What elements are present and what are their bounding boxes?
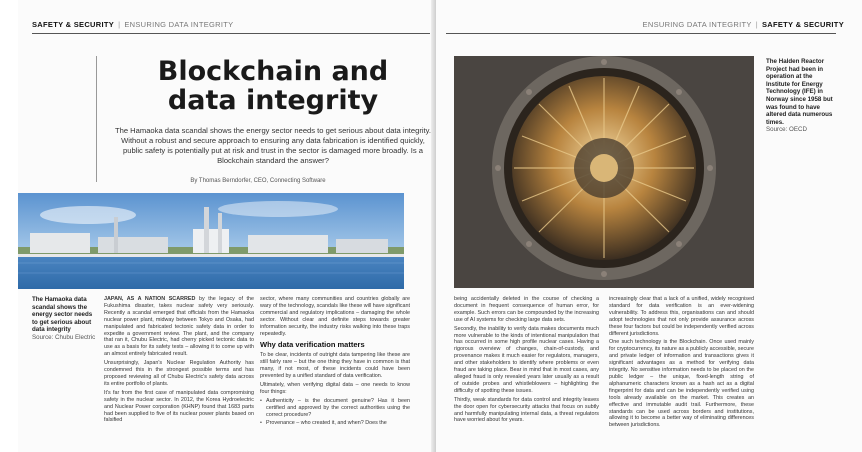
running-header-right: ENSURING DATA INTEGRITY | SAFETY & SECURITY <box>642 20 844 29</box>
reactor-illustration <box>454 56 754 288</box>
paragraph: It's far from the first case of manipulated data compromising safety in the nuclear sector. In 2012, the Korea Hydroelectric and Nuclear Power corporation (KHNP) found that 1683 parts had been supplied to five of its nuclear power plants based on falsified <box>104 389 254 424</box>
title-line-1: Blockchain and <box>157 56 389 87</box>
list-item: • Provenance – who created it, and when? Does the <box>260 420 410 427</box>
left-page <box>18 0 436 452</box>
photo-caption-left <box>32 296 98 342</box>
reactor-photo <box>454 56 754 288</box>
vertical-rule <box>96 56 97 182</box>
paragraph: One such technology is the Blockchain. Once used mainly for cryptocurrency, its nature as a publicly accessible, secure and private ledger of information and transactions gives it significant advantages as a method for verifying data integrity. No sensitive information needs to be placed on the public ledger – the unique, fixed-length string of alphanumeric characters known as a hash act as a digital fingerprint for data and can be independently verified using tools already available on the market. This creates an effective and immutable audit trail. Furthermore, these standards can be used across borders and institutions, allowing it to become a better way of eliminating differences between jurisdictions. <box>609 339 754 429</box>
lead-in: JAPAN, AS A NATION SCARRED <box>104 296 196 302</box>
bullet-list <box>260 398 410 427</box>
article-title <box>114 57 432 115</box>
header-rule <box>32 33 430 34</box>
subsection-label: ENSURING DATA INTEGRITY <box>124 20 234 29</box>
body-column-1 <box>104 296 254 426</box>
body-column-2 <box>260 296 410 428</box>
paragraph: Thirdly, weak standards for data control and integrity leaves the door open for cybersecurity attacks that focus on subtly and harmfully manipulating internal data, a threat regulators have worried about for years. <box>454 396 599 424</box>
header-rule <box>446 33 836 34</box>
body-column-4 <box>609 296 754 431</box>
body-column-3 <box>454 296 599 426</box>
paragraph: Secondly, the inability to verify data makes documents much more vulnerable to the kinds of intentional manipulation that has occurred in some high profile nuclear cases. Having a rigorous overview of changes, chain-of-custody, and provenance makes it much easier for regulators, managers, and other stakeholders to identify where problems or even fraud are taking place. Bear in mind that in most cases, any alleged fraud is only revealed years later usually as a result of outside probes and whistleblowers – highlighting the difficulty of spotting these issues. <box>454 325 599 394</box>
byline: By Thomas Berndorfer, CEO, Connecting Software <box>190 178 326 184</box>
paragraph: Ultimately, when verifying digital data – one needs to know four things: <box>260 382 410 395</box>
caption-text: The Halden Reactor Project had been in operation at the Institute for Energy Technology (IFE) in Norway since 1958 but was found to have altered data numerous times. <box>766 58 833 126</box>
section-label: SAFETY & SECURITY <box>32 20 115 29</box>
title-line-2: data integrity <box>167 85 379 116</box>
running-header-left: SAFETY & SECURITY | ENSURING DATA INTEGRITY <box>32 20 234 29</box>
caption-source: Source: OECD <box>766 126 807 134</box>
subsection-label: ENSURING DATA INTEGRITY <box>642 20 752 29</box>
power-plant-illustration <box>18 193 404 289</box>
paragraph: increasingly clear that a lack of a unified, widely recognised standard for data verification is an ever-widening vulnerability. To address this, organisations can and should adopt technologies that not only provide assurance across these four factors but could be independently verified across different jurisdictions. <box>609 296 754 337</box>
paragraph: Unsurprisingly, Japan's Nuclear Regulation Authority has condemned this in the strongest possible terms and has proposed reviewing all of Chubu Electric's safety data across its entire portfolio of plants. <box>104 360 254 387</box>
caption-text: The Hamaoka data scandal shows the energy sector needs to get serious about data integrity <box>32 296 93 334</box>
section-label: SAFETY & SECURITY <box>761 20 844 29</box>
photo-caption-right <box>766 58 836 134</box>
paragraph: sector, where many communities and countries globally are wary of the technology, scandals like these will have significant commercial and regulatory implications – damaging the whole sector. Without clear and definite steps towards greater information security, the industry risks walking into these traps repeatedly. <box>260 296 410 337</box>
paragraph: JAPAN, AS A NATION SCARRED by the legacy of the Fukushima disaster, takes nuclear safety very seriously. Recently a scandal emerged that officials from the Hamaoka nuclear power plant, midway between Tokyo and Osaka, had manipulated and fabricated tectonic safety data in order to expedite a government review. The plant, and the company that ran it, Chubu Electric, had cherry picked tectonic data to use as a basis for its safety tests – allowing it to come up with an almost entirely fabricated result. <box>104 296 255 358</box>
section-heading: Why data verification matters <box>260 340 365 350</box>
caption-source: Source: Chubu Electric <box>32 333 96 341</box>
right-page <box>436 0 862 452</box>
list-item: • Authenticity – is the document genuine? Has it been certified and approved by the correct authorities using the correct procedure? <box>260 398 410 419</box>
paragraph: To be clear, incidents of outright data tampering like these are still fairly rare – but the one thing they have in common is that many, if not most, of these incidents could have been prevented by a unified standard of data verification. <box>260 352 410 380</box>
paragraph: being accidentally deleted in the course of checking a document in frequent consequence of human error, for example. Such errors can be compounded by the increasing use of AI systems for checking large data sets. <box>454 296 599 323</box>
standfirst: The Hamaoka data scandal shows the energy sector needs to get serious about data integrity. Without a robust and secure approach to ensuring any data fabrication is identified quickly, public safety is potentially put at risk and trust in the sector is damaged more broadly. Is a Blockchain standard the answer? <box>114 126 432 165</box>
power-plant-photo <box>18 193 404 289</box>
